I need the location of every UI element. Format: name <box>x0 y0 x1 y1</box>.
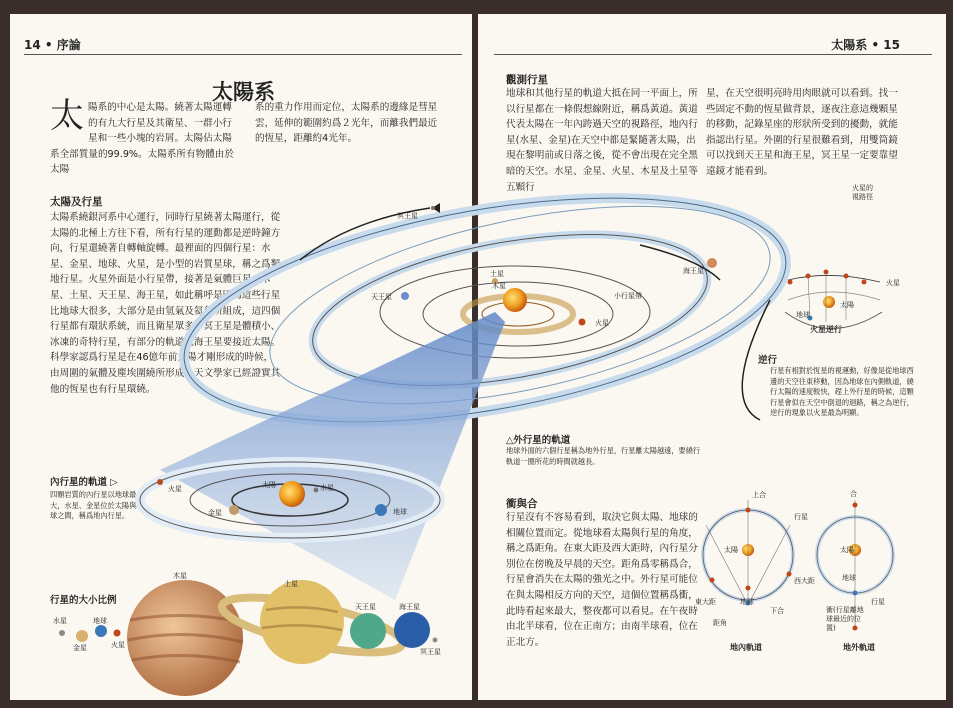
mercury-size <box>59 630 65 636</box>
planet-dot <box>787 572 792 577</box>
outer-orbit-band <box>167 159 802 462</box>
label-opposition: 衝(行星離地球最近的位置) <box>826 606 864 632</box>
label-east-elong: 東大距 <box>695 598 716 606</box>
retrograde-heading: 逆行 <box>758 355 778 366</box>
neptune-size <box>394 612 430 648</box>
outer-orbit-text: 地球外面的六個行星稱為地外行星，行星離太陽越遠，要繞行軌道一圈所花的時間就越長。 <box>506 446 701 466</box>
pluto-dot <box>431 206 435 210</box>
label-inner-sun: 太陽 <box>724 546 738 554</box>
label-jupiter-size: 木星 <box>173 572 187 580</box>
right-page-header: 太陽系 • 15 <box>831 38 900 52</box>
label-mercury-zoom: 水星 <box>320 484 334 492</box>
left-page-header: 14 • 序論 <box>24 38 81 52</box>
conjunction-text: 行星沒有不容易看到，取決它與太陽、地球的相關位置而定。從地球看太陽與行星的角度，稱之爲距角。在東大距及西大距時，內行星分別位在傍晚及早晨的天空。距角爲零稱爲合，行星會消失在太陽的強光之中。外行星可能位在與太陽相反方向的天空，這個位置稱爲衝，此時看起來最大，整夜都可以看見。在午夜時由北半球看，位在正南方；由南半球看，位在正北方。 <box>506 512 698 648</box>
sun-section-text: 太陽系繞銀河系中心運行，同時行星繞著太陽運行，從太陽的北極上方往下看，所有行星的運動都是逆時鐘方向，行星還繞著自轉軸旋轉。最裡面的四個行星：水星、金星、地球、火星，是小型的岩質星球，稱之爲類地行星。火星外面是小行星帶，接著是氣體巨星：木星、土星、天王星、海王星，如此稱呼是因爲這些行星比地球大很多，大部分是由氫氣及氦氣所組成，這四個行星都有環狀系統，而且衛星眾多。冥王星是體積小、冰凍的奇特行星，有部分的軌道比海王星要接近太陽。科學家認爲行星是在46億年前太陽才剛形成的時候，由周圍的氣體及塵埃圍繞所形成。天文學家已經證實其他的恆星也有行星環繞。 <box>50 212 281 395</box>
uranus-size <box>350 613 386 649</box>
retrograde-text: 行星有相對於恆星的視運動，好像是從地球西邊的天空往東移動，因為地球在內側軌道，繞行太陽的速度較快，趕上外行星的時候，這顆行星會似在天空中倒退的迴路，稱之為逆行，逆行的現象以火星最為明顯。 <box>770 366 914 417</box>
uranus-dot <box>401 292 409 300</box>
inferior-caption: 地內軌道 <box>730 643 762 652</box>
retrograde-diagram <box>742 270 882 421</box>
page-title: 太陽系 <box>212 80 275 104</box>
label-saturn: 土星 <box>490 270 504 278</box>
label-inf-conj: 下合 <box>770 607 784 615</box>
planet-size-comparison <box>59 580 438 696</box>
zoom-beam <box>160 312 505 600</box>
label-earth-zoom: 地球 <box>393 508 407 516</box>
label-conj: 合 <box>850 490 857 498</box>
label-uranus: 天王星 <box>371 293 392 301</box>
inferior-orbit-diagram <box>703 500 793 606</box>
pluto-size <box>433 638 438 643</box>
label-outer-earth: 地球 <box>842 574 856 582</box>
scale-heading: 行星的大小比例 <box>50 595 117 606</box>
label-west-elong: 西大距 <box>794 577 815 585</box>
label-uranus-size: 天王星 <box>355 603 376 611</box>
label-mars: 火星 <box>595 319 609 327</box>
label-earth-size: 地球 <box>93 617 107 625</box>
saturn-size <box>260 580 344 664</box>
label-neptune-size: 海王星 <box>399 603 420 611</box>
venus-zoom <box>229 505 239 515</box>
mars-zoom <box>157 479 163 485</box>
label-pluto-size: 冥王星 <box>420 648 441 656</box>
label-sun-zoom: 太陽 <box>262 481 276 489</box>
intro-text-1: 陽系的中心是太陽。繞著太陽運轉的有九大行星及其衛星、一群小行星和一些小塊的岩屑。太陽佔太陽系全部質量的99.9%。太陽系所有物體由於太陽 <box>50 102 234 176</box>
observe-heading: 觀測行星 <box>506 74 548 86</box>
label-outer-planet: 行星 <box>871 598 885 606</box>
label-retro-sun: 太陽 <box>840 301 854 309</box>
outer-orbit-heading: △外行星的軌道 <box>506 435 571 446</box>
label-inner-earth: 地球 <box>740 598 754 606</box>
sun-small <box>503 288 527 312</box>
planet-dot <box>746 508 751 513</box>
label-venus-zoom: 金星 <box>208 509 222 517</box>
label-pluto: 冥王星 <box>397 212 418 220</box>
sun-zoom <box>279 481 305 507</box>
superior-caption: 地外軌道 <box>843 643 875 652</box>
neptune-dot <box>707 258 717 268</box>
planet-conj-dot <box>853 503 858 508</box>
mars-dot <box>579 319 586 326</box>
label-neptune: 海王星 <box>683 267 704 275</box>
observe-column-2: 星，在天空很明亮時用肉眼就可以看到。找一些固定不動的恆星做背景，逐夜注意這幾顆星的移動，記錄星座的形狀所受到的擾動，就能指認出行星。外圍的行星很難看到，用雙筒鏡可以找到天王星和海王星，冥王星一定要靠望遠鏡才能看到。 <box>706 88 898 177</box>
mars-path-dot <box>862 280 867 285</box>
label-elong: 距角 <box>713 619 727 627</box>
label-venus-size: 金星 <box>73 644 87 652</box>
observe-column-1: 地球和其他行星的軌道大抵在同一平面上，所以行星都在一條假想線附近，稱爲黃道。黃道代表太陽在一年內跨過天空的視路徑，地內行星(水星、金星)在天空中都是緊隨著太陽，出現在黎明前或日落之後，從不會出現在完全黑暗的天空。水星、金星、火星、木星及土星等五顆行 <box>506 88 698 193</box>
label-retro-earth: 地球 <box>796 311 810 319</box>
retrograde-caption: 火星逆行 <box>810 325 842 334</box>
label-apparent-path: 火星的視路徑 <box>852 184 873 201</box>
intro-column-2: 系的重力作用而定位，太陽系的邊緣是彗星雲，延伸的範圍約爲２光年，而離我們最近的恆星，距離約4光年。 <box>255 102 438 145</box>
mars-size <box>114 630 121 637</box>
sun-section-heading: 太陽及行星 <box>50 196 103 208</box>
inner-orbit-text: 四顆岩質的內行星以地球最大，水星、金星位於太陽與地球之間，稱爲地內行星。 <box>50 490 144 520</box>
label-sup-conj: 上合 <box>752 491 766 499</box>
label-mercury-size: 水星 <box>53 617 67 625</box>
mars-path-dot <box>788 280 793 285</box>
label-asteroid-belt: 小行星帶 <box>614 292 642 300</box>
label-retro-mars: 火星 <box>886 279 900 287</box>
retro-sun <box>823 296 835 308</box>
earth-dot <box>853 591 858 596</box>
conjunction-heading: 衝與合 <box>506 498 538 510</box>
label-outer-sun: 太陽 <box>840 546 854 554</box>
drop-cap: 太 <box>50 96 84 136</box>
label-mars-zoom: 火星 <box>168 485 182 493</box>
label-mars-size: 火星 <box>111 641 125 649</box>
inner-orbit-heading: 內行星的軌道 ▷ <box>50 477 118 488</box>
earth-zoom <box>375 504 387 516</box>
mercury-zoom <box>314 488 319 493</box>
label-saturn-size: 土星 <box>284 580 298 588</box>
planet-dot <box>710 578 715 583</box>
planet-dot <box>746 586 751 591</box>
earth-size <box>95 625 107 637</box>
venus-size <box>76 630 88 642</box>
label-inner-planet: 行星 <box>794 513 808 521</box>
label-jupiter: 木星 <box>492 282 506 290</box>
